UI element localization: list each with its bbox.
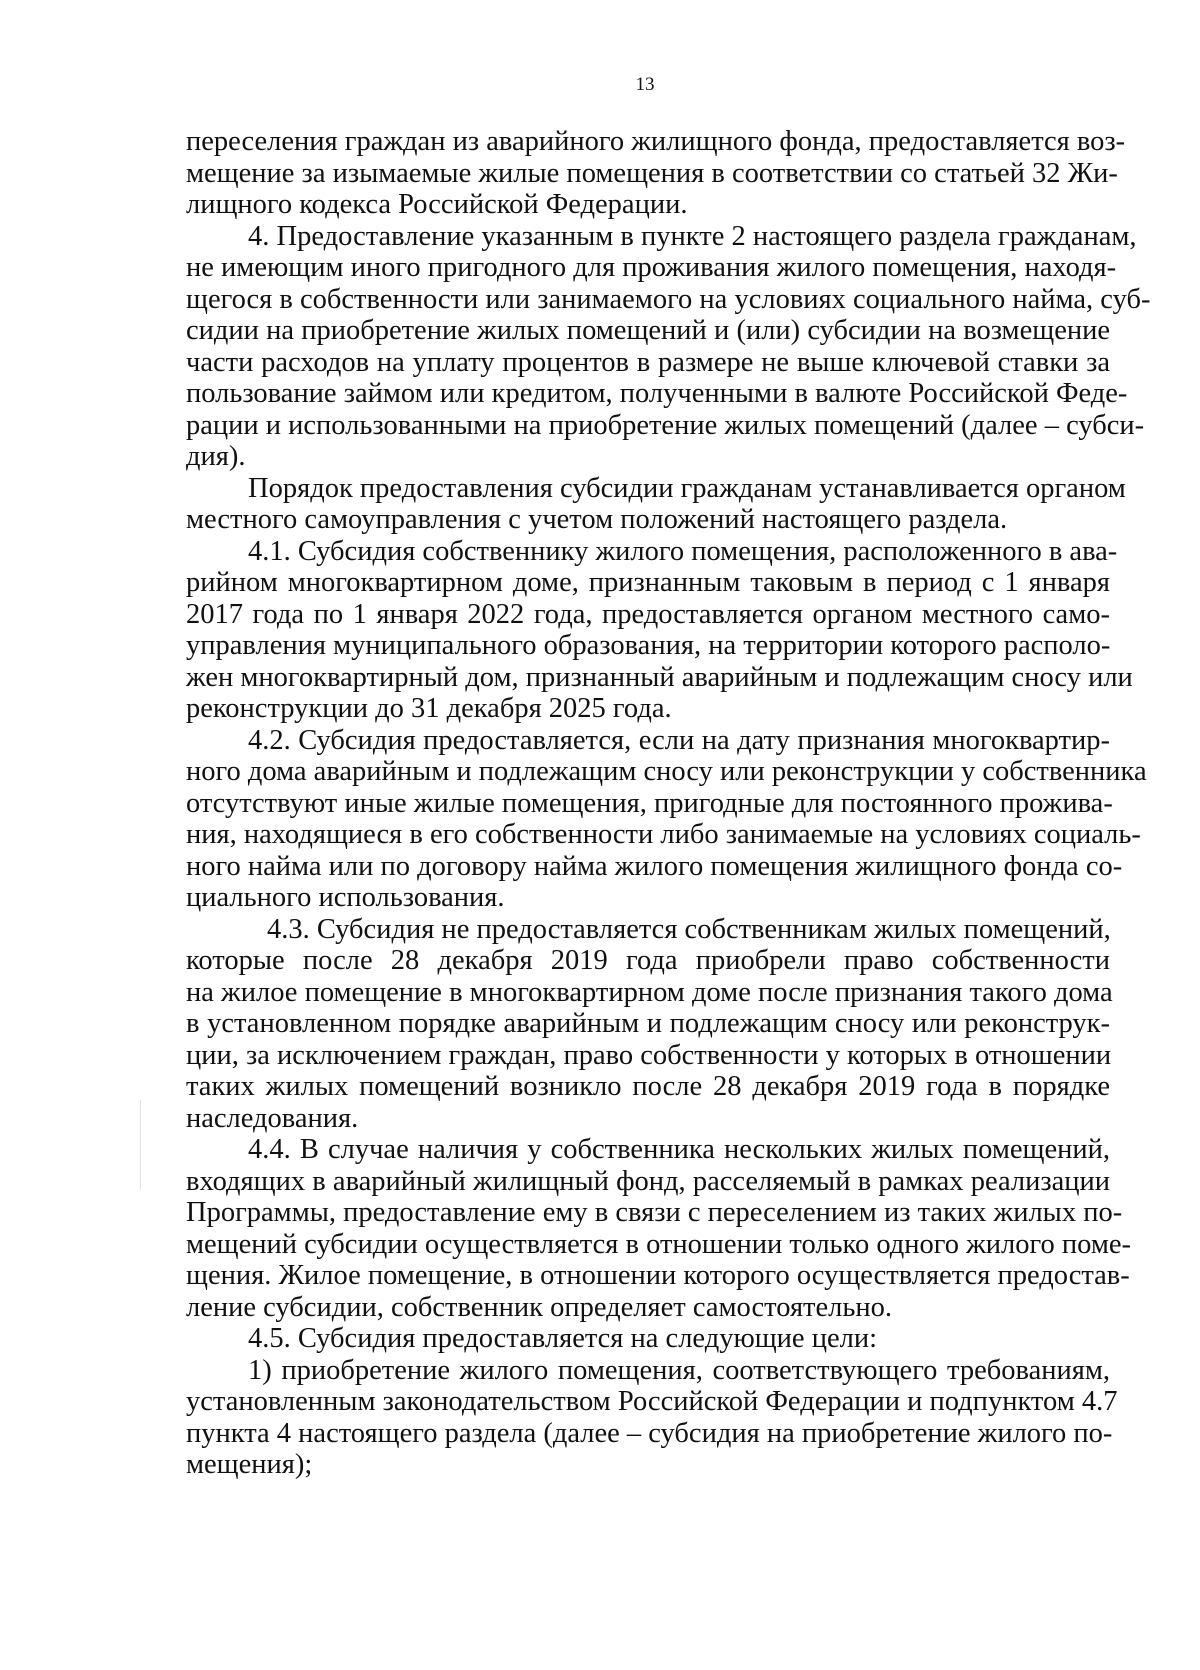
text-line: Программы, предоставление ему в связи с переселением из таких жилых по- bbox=[186, 1197, 1123, 1228]
text-line: щегося в собственности или занимаемого на условиях социального найма, суб- bbox=[186, 283, 1151, 315]
text-line: входящих в аварийный жилищный фонд, расселяемый в рамках реализации bbox=[186, 1165, 1110, 1197]
text-line: управления муниципального образования, на территории которого располо- bbox=[186, 630, 1111, 661]
text-line: таких жилых помещений возникло после 28 декабря 2019 года в порядке bbox=[186, 1071, 1110, 1102]
document-body bbox=[186, 126, 1151, 1481]
text-line: 4.5. Субсидия предоставляется на следующие цели: bbox=[248, 1323, 878, 1354]
text-line: ление субсидии, собственник определяет самостоятельно. bbox=[186, 1291, 893, 1323]
text-line: ного дома аварийным и подлежащим сносу или реконструкции у собственника bbox=[186, 756, 1147, 787]
text-line: 1) приобретение жилого помещения, соответствующего требованиям, bbox=[248, 1354, 1110, 1386]
text-line: 4. Предоставление указанным в пункте 2 настоящего раздела гражданам, bbox=[248, 220, 1137, 252]
text-line: ции, за исключением граждан, право собственности у которых в отношении bbox=[186, 1039, 1112, 1071]
text-line: не имеющим иного пригодного для проживания жилого помещения, находя- bbox=[186, 252, 1117, 283]
text-line: установленным законодательством Российской Федерации и подпунктом 4.7 bbox=[186, 1386, 1118, 1417]
text-line: жен многоквартирный дом, признанный аварийным и подлежащим сносу или bbox=[186, 661, 1133, 693]
text-line: в установленном порядке аварийным и подлежащим сносу или реконструк- bbox=[186, 1008, 1110, 1039]
text-line: 4.4. В случае наличия у собственника нескольких жилых помещений, bbox=[248, 1134, 1110, 1165]
text-line: ного найма или по договору найма жилого помещения жилищного фонда со- bbox=[186, 850, 1123, 882]
text-line: дия). bbox=[186, 441, 246, 472]
text-line: пользование займом или кредитом, полученными в валюте Российской Феде- bbox=[186, 378, 1128, 409]
text-line: лищного кодекса Российской Федерации. bbox=[186, 189, 688, 220]
text-line: 2017 года по 1 января 2022 года, предоставляется органом местного само- bbox=[186, 598, 1110, 630]
text-line: 4.3. Субсидия не предоставляется собственникам жилых помещений, bbox=[267, 913, 1111, 945]
text-line: щения. Жилое помещение, в отношении которого осуществляется предостав- bbox=[186, 1260, 1130, 1291]
text-line: отсутствуют иные жилые помещения, пригодные для постоянного прожива- bbox=[186, 787, 1113, 819]
text-line: Порядок предоставления субсидии гражданам устанавливается органом bbox=[248, 472, 1126, 504]
text-line: мещений субсидии осуществляется в отношении только одного жилого поме- bbox=[186, 1228, 1132, 1260]
text-line: 4.2. Субсидия предоставляется, если на дату признания многоквартир- bbox=[248, 724, 1110, 756]
text-line: ния, находящиеся в его собственности либо занимаемые на условиях социаль- bbox=[186, 819, 1141, 850]
text-line: на жилое помещение в многоквартирном доме после признания такого дома bbox=[186, 976, 1113, 1008]
text-line: части расходов на уплату процентов в размере не выше ключевой ставки за bbox=[186, 346, 1110, 378]
scan-artifact-line bbox=[140, 1100, 141, 1190]
text-line: мещение за изымаемые жилые помещения в соответствии со статьей 32 Жи- bbox=[186, 157, 1118, 189]
text-line: местного самоуправления с учетом положений настоящего раздела. bbox=[186, 504, 1008, 535]
text-line: 4.1. Субсидия собственнику жилого помещения, расположенного в ава- bbox=[248, 535, 1118, 567]
text-line: рации и использованными на приобретение жилых помещений (далее – субси- bbox=[186, 409, 1145, 441]
text-line: мещения); bbox=[186, 1449, 313, 1480]
text-line: наследования. bbox=[186, 1102, 359, 1134]
page-number: 13 bbox=[635, 74, 655, 95]
text-line: реконструкции до 31 декабря 2025 года. bbox=[186, 693, 672, 724]
text-line: циального использования. bbox=[186, 882, 505, 913]
text-line: переселения граждан из аварийного жилищного фонда, предоставляется воз- bbox=[186, 126, 1126, 157]
text-line: пункта 4 настоящего раздела (далее – субсидия на приобретение жилого по- bbox=[186, 1417, 1113, 1449]
text-line: сидии на приобретение жилых помещений и (или) субсидии на возмещение bbox=[186, 315, 1110, 346]
text-line: которые после 28 декабря 2019 года приобрели право собственности bbox=[186, 945, 1110, 976]
text-line: рийном многоквартирном доме, признанным таковым в период с 1 января bbox=[186, 567, 1110, 598]
